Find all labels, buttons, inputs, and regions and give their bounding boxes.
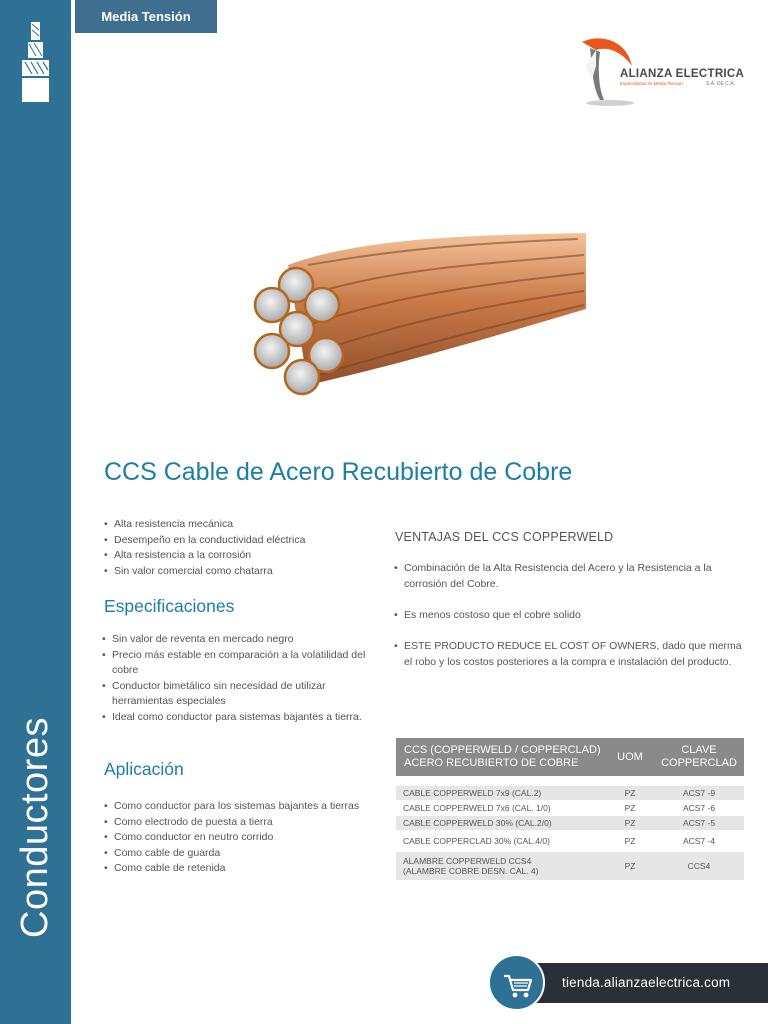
list-item: • Es menos costoso que el cobre solido <box>394 608 744 624</box>
advantages-heading: VENTAJAS DEL CCS COPPERWELD <box>395 530 614 544</box>
header-description: CCS (COPPERWELD / COPPERCLAD) ACERO RECUBIERTO DE COBRE <box>404 744 601 769</box>
specs-heading: Especificaciones <box>104 596 235 616</box>
table-row: ALAMBRE COPPERWELD CCS4 (ALAMBRE COBRE DESN. CAL. 4) PZ CCS4 <box>396 852 744 880</box>
list-item: • Ideal como conductor para sistemas bajantes a tierra. <box>102 710 382 726</box>
logo-tagline: Especialistas en Media Tension <box>620 81 683 86</box>
list-item: • Alta resistencia a la corrosión <box>104 548 305 564</box>
product-title: CCS Cable de Acero Recubierto de Cobre <box>104 458 573 486</box>
list-item: • Sin valor comercial como chatarra <box>104 564 305 580</box>
logo-company-name: ALIANZA ELECTRICA <box>620 68 745 80</box>
list-item: • Combinación de la Alta Resistencia del Acero y la Resistencia a la corrosión del Cobre. <box>394 561 744 592</box>
feature-list <box>104 517 305 579</box>
list-item: • Como electrodo de puesta a tierra <box>104 815 384 831</box>
application-list <box>104 799 384 877</box>
list-item: • Precio más estable en comparación a la volatilidad del cobre <box>102 648 382 679</box>
list-item: • Conductor bimetálico sin necesidad de utilizar herramientas especiales <box>102 679 382 710</box>
application-heading: Aplicación <box>104 759 184 779</box>
specs-list <box>102 632 382 726</box>
list-item: • Desempeño en la conductividad eléctrica <box>104 533 305 549</box>
product-table <box>396 738 744 880</box>
table-row: CABLE COPPERWELD 7x9 (CAL.2) PZ ACS7 -9 <box>396 786 744 800</box>
category-tab[interactable]: Media Tensión <box>75 0 217 33</box>
vertical-section-title: Conductores <box>14 717 56 938</box>
logo-suffix: S.A. DE C.A. <box>706 81 735 87</box>
list-item: • ESTE PRODUCTO REDUCE EL COST OF OWNERS, dado que merma el robo y los costos posteriores a la compra e instalación del producto. <box>394 639 744 670</box>
table-row: CABLE COPPERWELD 30% (CAL.2/0) PZ ACS7 -5 <box>396 816 744 830</box>
list-item: • Como cable de retenida <box>104 861 384 877</box>
copperweld-cable-image <box>248 225 593 410</box>
advantages-list <box>394 561 744 686</box>
table-row: CABLE COPPERCLAD 30% (CAL.4/0) PZ ACS7 -4 <box>403 835 716 846</box>
list-item: • Como conductor para los sistemas bajantes a tierras <box>104 799 384 815</box>
list-item: • Sin valor de reventa en mercado negro <box>102 632 382 648</box>
table-row: CABLE COPPERWELD 7x6 (CAL. 1/0) PZ ACS7 -6 <box>403 802 716 813</box>
cable-icon <box>22 20 49 102</box>
table-header <box>396 738 744 776</box>
header-uom: UOM <box>617 751 643 763</box>
list-item: • Alta resistencia mecánica <box>104 517 305 533</box>
shopping-cart-icon <box>490 956 547 1013</box>
list-item: • Como conductor en neutro corrido <box>104 830 384 846</box>
sidebar <box>0 0 71 1024</box>
shopping-cart-button[interactable] <box>488 954 545 1011</box>
list-item: • Como cable de guarda <box>104 846 384 862</box>
header-code: CLAVE COPPERCLAD <box>661 744 737 769</box>
store-link[interactable]: tienda.alianzaelectrica.com <box>562 975 731 990</box>
